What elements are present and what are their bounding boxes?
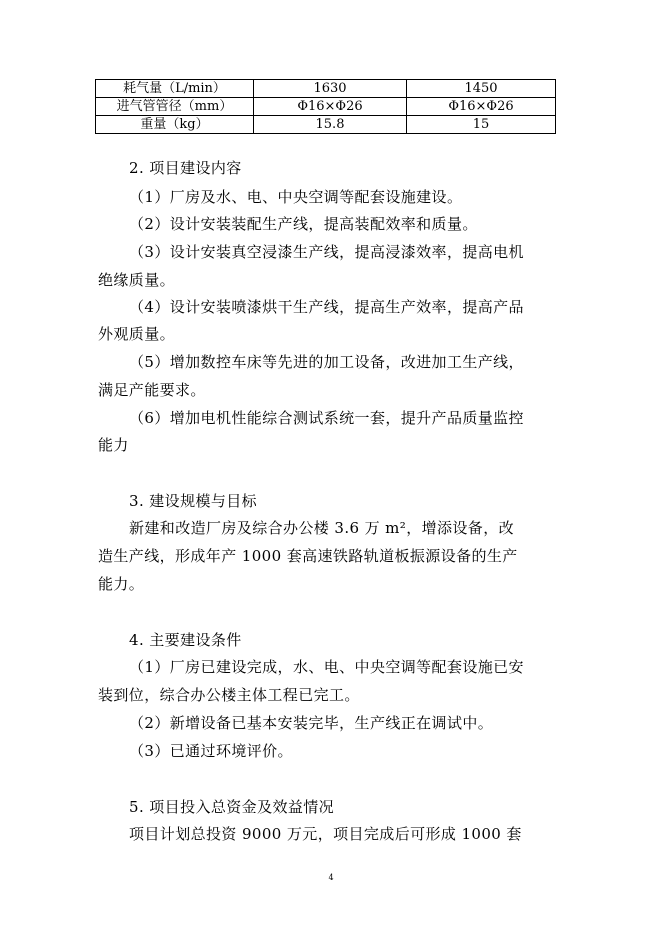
- table-row: [96, 98, 556, 116]
- paragraph-line: （4）设计安装喷漆烘干生产线，提高生产效率，提高产品: [129, 298, 524, 316]
- table-cell: 15: [407, 116, 556, 134]
- table-row: [96, 116, 556, 134]
- paragraph-line: （3）设计安装真空浸漆生产线，提高浸漆效率，提高电机: [129, 243, 524, 261]
- paragraph-line: 装到位，综合办公楼主体工程已完工。: [98, 686, 360, 704]
- paragraph-line: （1）厂房已建设完成，水、电、中央空调等配套设施已安: [129, 658, 524, 676]
- table-cell: 耗气量（L/min）: [96, 80, 254, 98]
- table-cell: 1630: [254, 80, 407, 98]
- table-cell: Φ16×Φ26: [407, 98, 556, 116]
- paragraph-line: （1）厂房及水、电、中央空调等配套设施建设。: [129, 188, 463, 206]
- section-heading: 3. 建设规模与目标: [129, 492, 258, 510]
- paragraph-line: 满足产能要求。: [98, 381, 206, 399]
- spec-table: [95, 79, 556, 134]
- table-cell: 15.8: [254, 116, 407, 134]
- table-row: [96, 80, 556, 98]
- paragraph-line: （5）增加数控车床等先进的加工设备，改进加工生产线，: [129, 353, 524, 371]
- paragraph-line: 外观质量。: [98, 325, 176, 343]
- paragraph-line: 新建和改造厂房及综合办公楼 3.6 万 m²，增添设备，改: [129, 519, 514, 537]
- paragraph-line: 能力: [98, 436, 129, 454]
- table-cell: 1450: [407, 80, 556, 98]
- paragraph-line: 造生产线，形成年产 1000 套高速铁路轨道板振源设备的生产: [98, 547, 518, 565]
- paragraph-line: 能力。: [98, 575, 145, 593]
- paragraph-line: 项目计划总投资 9000 万元，项目完成后可形成 1000 套: [129, 825, 522, 843]
- page-number: 4: [328, 873, 334, 882]
- table-cell: Φ16×Φ26: [254, 98, 407, 116]
- section-heading: 2. 项目建设内容: [129, 159, 242, 177]
- section-heading: 4. 主要建设条件: [129, 631, 242, 649]
- table-cell: 进气管管径（mm）: [96, 98, 254, 116]
- paragraph-line: （6）增加电机性能综合测试系统一套，提升产品质量监控: [129, 409, 524, 427]
- paragraph-line: （2）新增设备已基本安装完毕，生产线正在调试中。: [129, 714, 494, 732]
- paragraph-line: （3）已通过环境评价。: [129, 742, 293, 760]
- paragraph-line: 绝缘质量。: [98, 271, 176, 289]
- table-cell: 重量（kg）: [96, 116, 254, 134]
- section-heading: 5. 项目投入总资金及效益情况: [129, 798, 335, 816]
- paragraph-line: （2）设计安装装配生产线，提高装配效率和质量。: [129, 215, 478, 233]
